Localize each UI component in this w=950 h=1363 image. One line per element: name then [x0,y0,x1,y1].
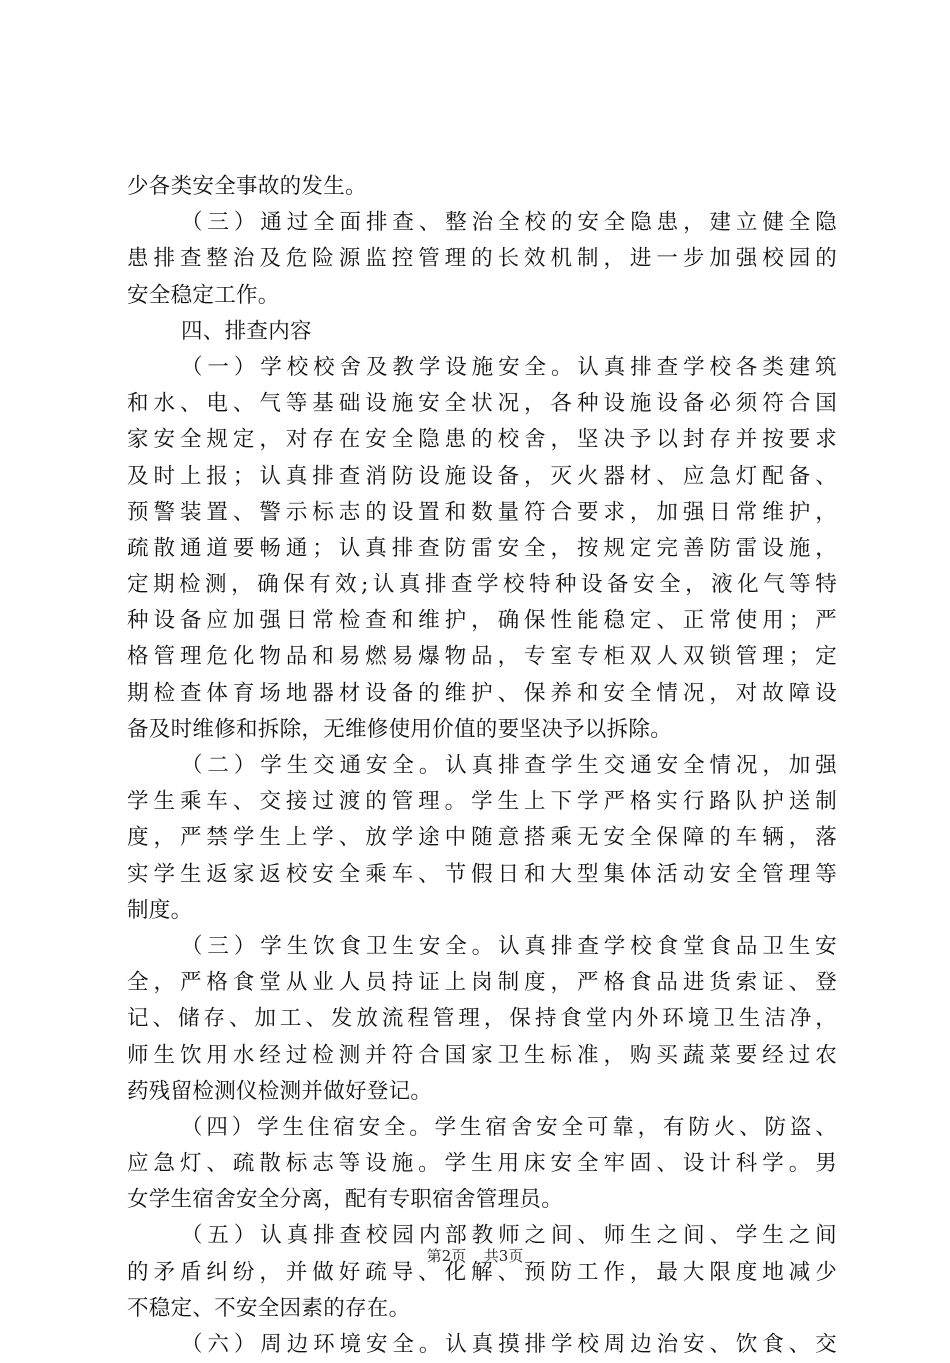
text-line: （四）学生住宿安全。学生宿舍安全可靠，有防火、防盗、 [181,1114,837,1140]
text-line: （二）学生交通安全。认真排查学生交通安全情况，加强 [181,753,837,778]
text-line: 药残留检测仪检测并做好登记。 [127,1078,433,1104]
text-line: （一）学校校舍及教学设施安全。认真排查学校各类建筑 [181,354,837,380]
text-line: （六）周边环境安全。认真摸排学校周边治安、饮食、交 [181,1332,837,1357]
text-line: 女学生宿舍安全分离，配有专职宿舍管理员。 [127,1187,564,1213]
text-line: 的矛盾纠纷，并做好疏导、化解、预防工作，最大限度地减少 [127,1259,837,1285]
text-line: 格管理危化物品和易燃易爆物品，专室专柜双人双锁管理；定 [127,644,837,670]
text-line: 四、排查内容 [181,318,312,344]
text-line: 安全稳定工作。 [127,282,280,308]
text-line: 制度。 [127,897,193,923]
text-line: 少各类安全事故的发生。 [127,174,367,199]
text-line: 师生饮用水经过检测并符合国家卫生标准，购买蔬菜要经过农 [127,1042,837,1068]
text-line: （三）学生饮食卫生安全。认真排查学校食堂食品卫生安 [181,933,837,959]
text-line: 定期检测，确保有效;认真排查学校特种设备安全，液化气等特 [127,572,837,598]
text-line: 种设备应加强日常检查和维护，确保性能稳定、正常使用；严 [127,608,837,634]
text-line: 实学生返家返校安全乘车、节假日和大型集体活动安全管理等 [127,861,837,887]
text-line: 及时上报；认真排查消防设施设备，灭火器材、应急灯配备、 [127,463,837,489]
text-line: （五）认真排查校园内部教师之间、师生之间、学生之间 [181,1223,837,1249]
page-number: 第2页 [426,1247,467,1265]
text-line: 疏散通道要畅通；认真排查防雷安全，按规定完善防雷设施， [127,535,837,561]
text-line: 预警装置、警示标志的设置和数量符合要求，加强日常维护， [127,499,837,525]
text-line: 家安全规定，对存在安全隐患的校舍，坚决予以封存并按要求 [127,427,837,453]
text-line: 应急灯、疏散标志等设施。学生用床安全牢固、设计科学。男 [127,1151,837,1177]
text-line: 患排查整治及危险源监控管理的长效机制，进一步加强校园的 [127,246,837,272]
text-line: （三）通过全面排查、整治全校的安全隐患，建立健全隐 [181,210,837,236]
text-line: 学生乘车、交接过渡的管理。学生上下学严格实行路队护送制 [127,789,837,815]
text-line: 和水、电、气等基础设施安全状况，各种设施设备必须符合国 [127,391,837,417]
document-body [127,169,837,1363]
page-total: 共3页 [483,1247,524,1265]
text-line: 不稳定、不安全因素的存在。 [127,1295,411,1321]
text-line: 记、储存、加工、发放流程管理，保持食堂内外环境卫生洁净， [127,1006,837,1032]
text-line: 期检查体育场地器材设备的维护、保养和安全情况，对故障设 [127,680,837,706]
text-line: 全，严格食堂从业人员持证上岗制度，严格食品进货索证、登 [127,970,837,996]
page-footer [0,1245,950,1266]
text-line: 备及时维修和拆除，无维修使用价值的要坚决予以拆除。 [127,716,673,742]
text-line: 度，严禁学生上学、放学途中随意搭乘无安全保障的车辆，落 [127,825,837,851]
